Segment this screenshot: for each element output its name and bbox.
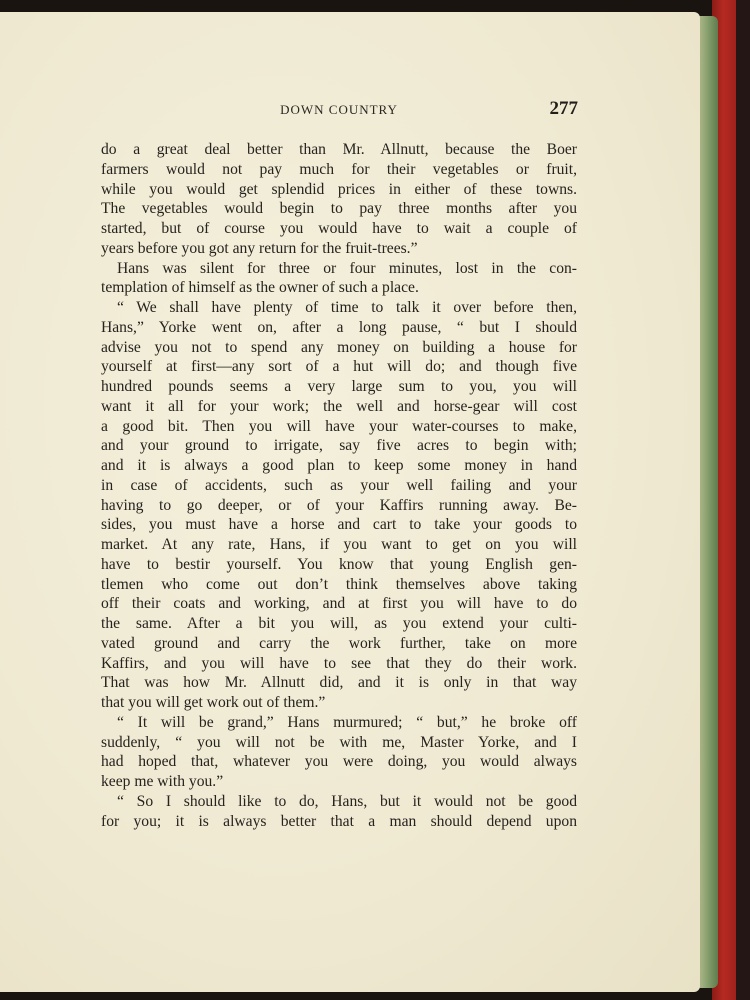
text-line: for you; it is always better that a man should depend upon [101, 812, 577, 830]
text-line: market. At any rate, Hans, if you want to get on you will [101, 536, 577, 553]
running-head-title: DOWN COUNTRY [280, 102, 398, 117]
text-line: “ So I should like to do, Hans, but it would not be good [117, 792, 577, 810]
text-line: want it all for your work; the well and horse-gear will cost [101, 397, 577, 415]
text-line: that you will get work out of them.” [101, 694, 326, 711]
text-line: tlemen who come out don’t think themselves above taking [101, 575, 577, 593]
page-number: 277 [549, 98, 578, 119]
text-line: vated ground and carry the work further, take on more [101, 634, 577, 652]
running-head [100, 98, 578, 126]
text-line: advise you not to spend any money on building a house for [101, 338, 577, 356]
text-line: Hans,” Yorke went on, after a long pause, “ but I should [101, 318, 577, 336]
text-line: off their coats and working, and at first you will have to do [101, 595, 577, 613]
text-line: and your ground to irrigate, say five acres to begin with; [101, 437, 577, 455]
text-line: Hans was silent for three or four minutes, lost in the con- [117, 259, 577, 277]
text-line: sides, you must have a horse and cart to take your goods to [101, 516, 577, 534]
text-line: yourself at first—any sort of a hut will do; and though five [101, 358, 577, 376]
text-line: had hoped that, whatever you were doing, you would always [101, 753, 577, 771]
text-line: Kaffirs, and you will have to see that they do their work. [101, 654, 577, 672]
text-line: and it is always a good plan to keep some money in hand [101, 457, 577, 474]
text-line: The vegetables would begin to pay three months after you [101, 200, 577, 218]
cover-shadow [736, 0, 750, 1000]
text-line: templation of himself as the owner of such a place. [101, 279, 419, 297]
text-line: having to go deeper, or of your Kaffirs running away. Be- [101, 496, 577, 514]
text-line: hundred pounds seems a very large sum to you, you will [101, 378, 577, 395]
text-line: the same. After a bit you will, as you extend your culti- [101, 615, 577, 632]
text-line: suddenly, “ you will not be with me, Master Yorke, and I [101, 733, 577, 751]
text-line: farmers would not pay much for their vegetables or fruit, [101, 160, 577, 178]
text-line: have to bestir yourself. You know that young English gen- [101, 555, 577, 573]
text-line: That was how Mr. Allnutt did, and it is only in that way [101, 674, 577, 692]
text-line: do a great deal better than Mr. Allnutt, because the Boer [101, 141, 577, 158]
text-line: “ It will be grand,” Hans murmured; “ but,” he broke off [117, 713, 577, 731]
body-text [101, 140, 577, 831]
text-line: years before you got any return for the fruit-trees.” [101, 239, 418, 257]
text-line: while you would get splendid prices in either of these towns. [101, 180, 577, 198]
text-line: a good bit. Then you will have your water-courses to make, [101, 417, 577, 435]
text-line: in case of accidents, such as your well failing and your [101, 476, 577, 494]
text-line: keep me with you.” [101, 773, 224, 790]
text-line: “ We shall have plenty of time to talk it over before then, [117, 299, 577, 316]
text-line: started, but of course you would have to wait a couple of [101, 220, 577, 237]
